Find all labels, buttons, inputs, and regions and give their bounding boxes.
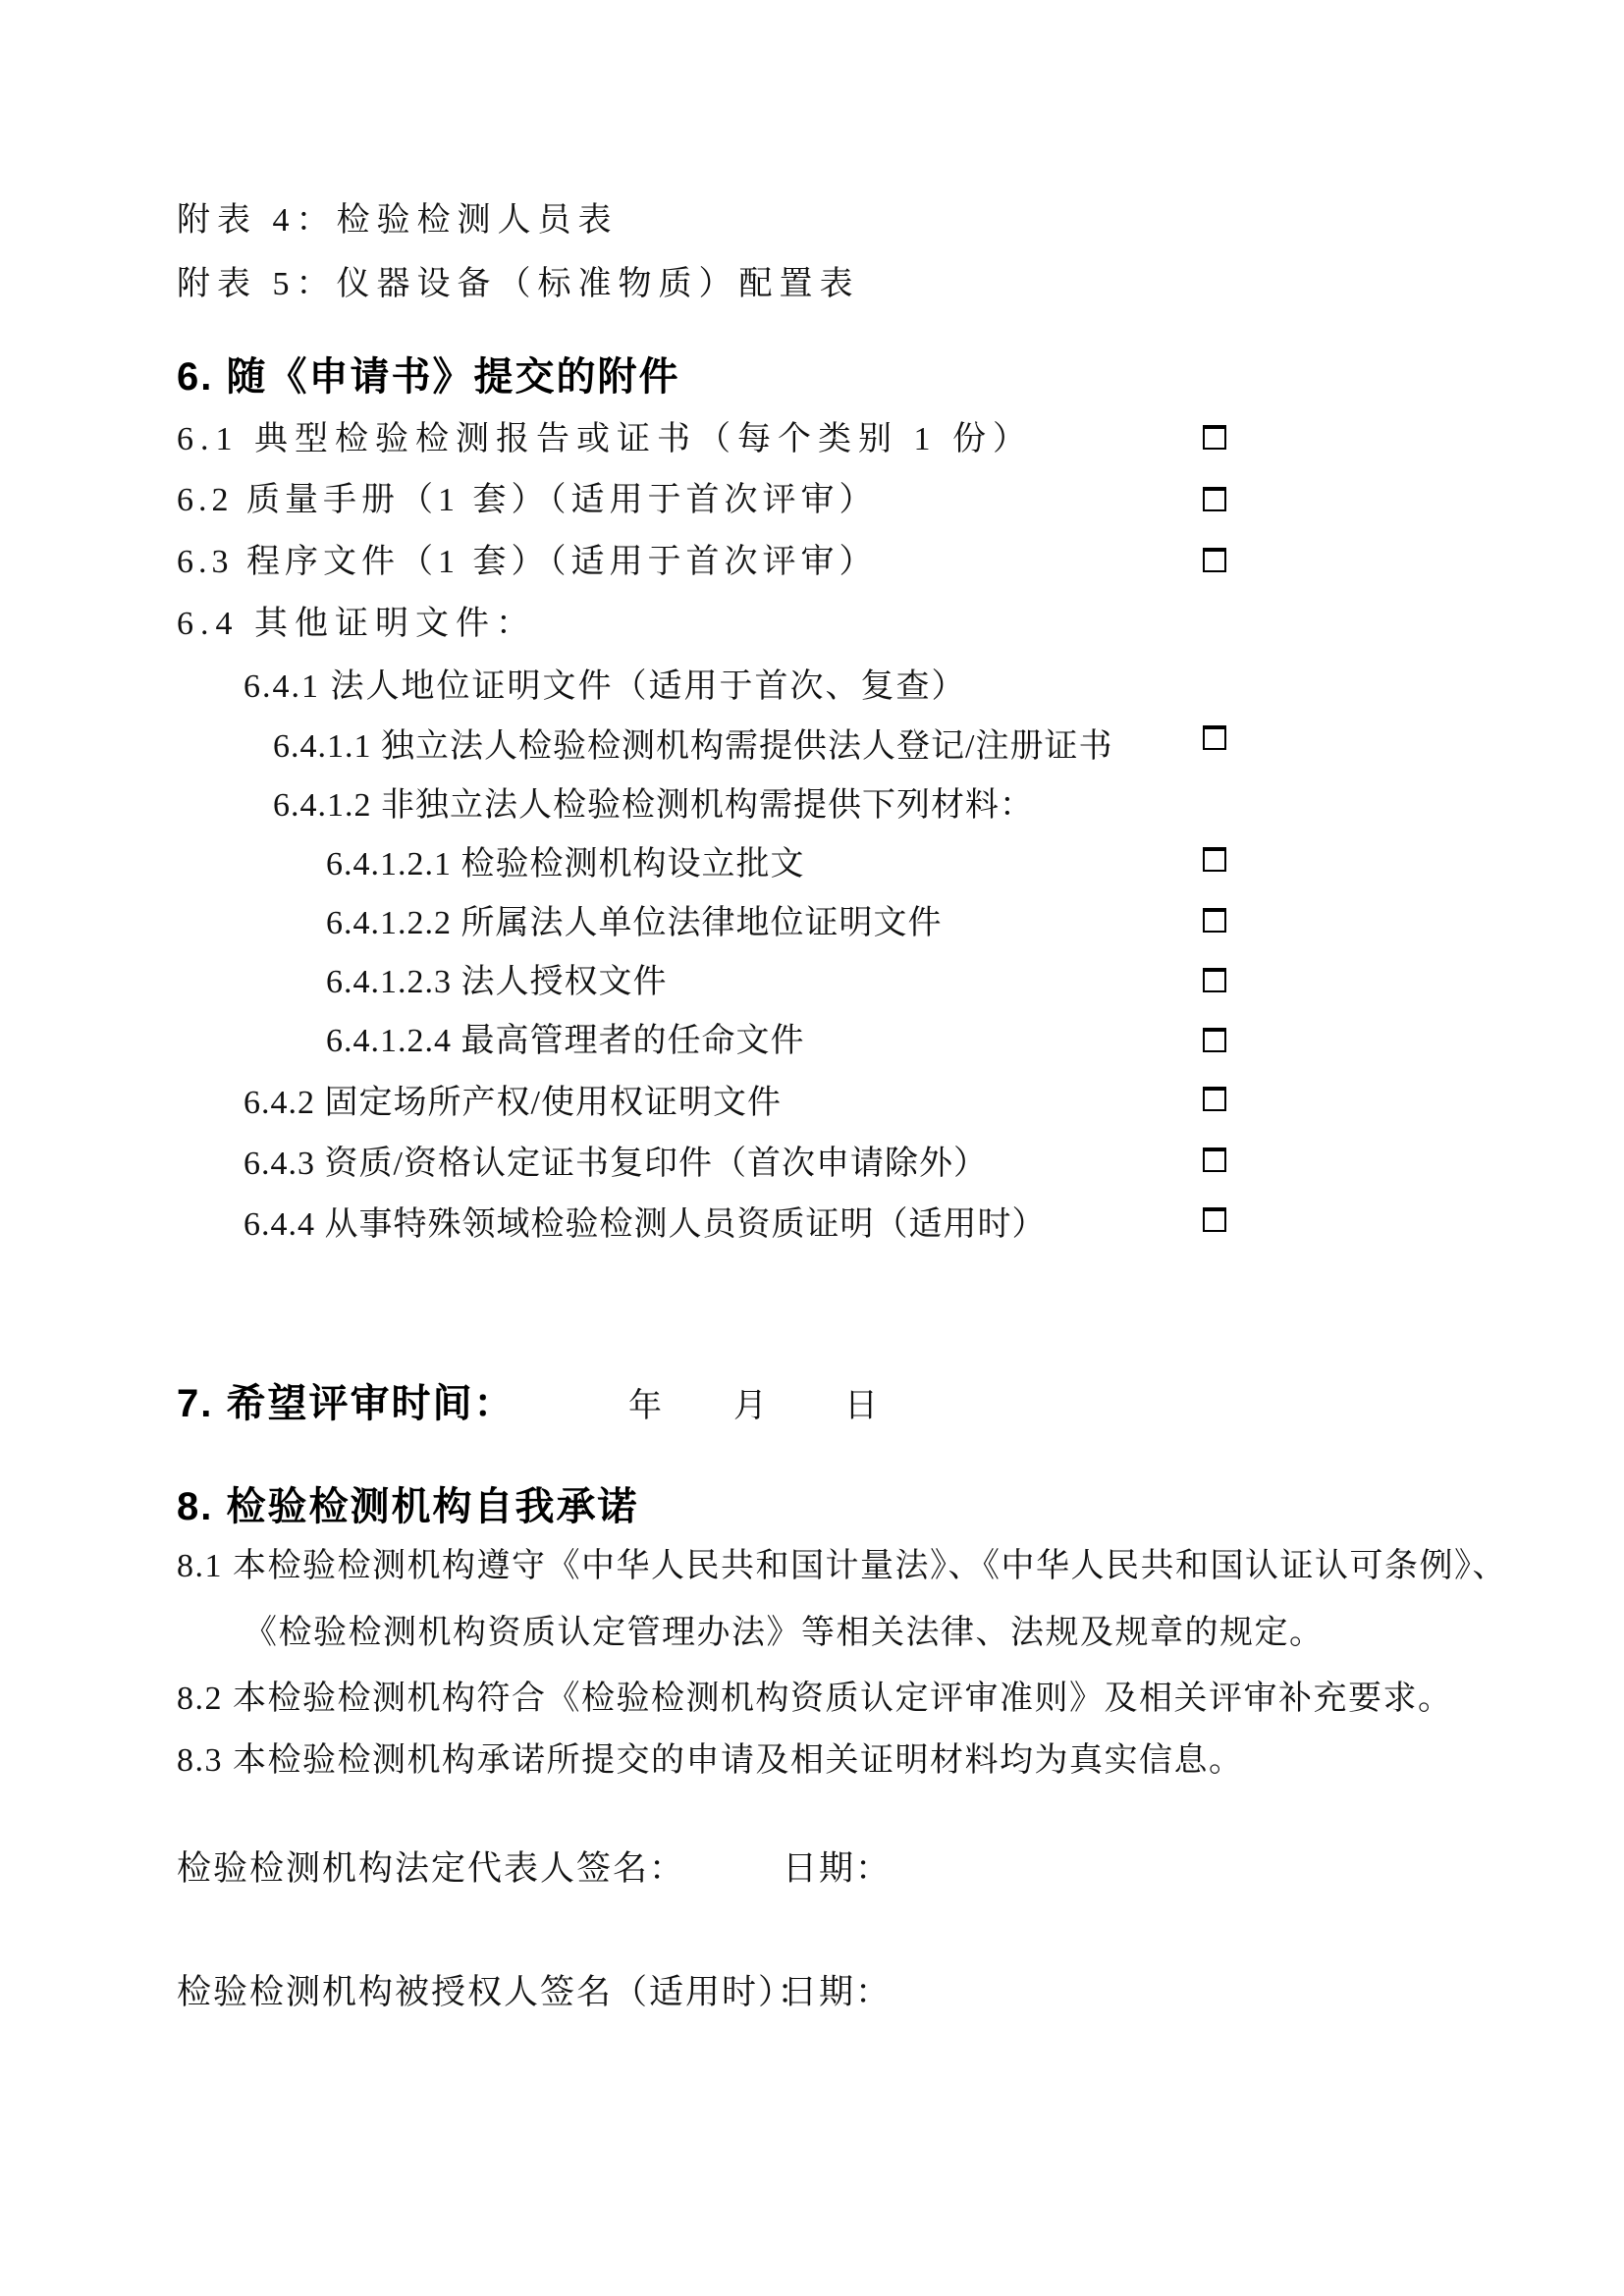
item-6-1: 6.1 典型检验检测报告或证书（每个类别 1 份） xyxy=(177,421,1033,457)
item-6-4-1-2-4: 6.4.1.2.4 最高管理者的任命文件 xyxy=(326,1023,805,1059)
checkbox-6-4-4[interactable] xyxy=(1203,1207,1226,1232)
item-6-4-2: 6.4.2 固定场所产权/使用权证明文件 xyxy=(244,1085,782,1121)
checkbox-6-4-1-2-2[interactable] xyxy=(1203,908,1226,933)
item-6-4-1: 6.4.1 法人地位证明文件（适用于首次、复查） xyxy=(244,668,967,705)
day-label: 日 xyxy=(844,1388,878,1424)
checkbox-6-4-1-1[interactable] xyxy=(1203,725,1226,750)
item-6-4-1-2-3: 6.4.1.2.3 法人授权文件 xyxy=(326,964,668,1000)
item-6-4-4: 6.4.4 从事特殊领域检验检测人员资质证明（适用时） xyxy=(244,1206,1047,1243)
item-6-4-1-2: 6.4.1.2 非独立法人检验检测机构需提供下列材料： xyxy=(273,787,1034,824)
checkbox-6-3[interactable] xyxy=(1203,548,1226,572)
item-6-4-1-2-1: 6.4.1.2.1 检验检测机构设立批文 xyxy=(326,846,805,882)
year-label: 年 xyxy=(628,1388,662,1424)
item-6-3: 6.3 程序文件（1 套）（适用于首次评审） xyxy=(177,544,878,580)
item-6-4-1-1: 6.4.1.1 独立法人检验检测机构需提供法人登记/注册证书 xyxy=(273,728,1113,765)
commitment-8-2: 8.2 本检验检测机构符合《检验检测机构资质认定评审准则》及相关评审补充要求。 xyxy=(177,1681,1453,1717)
commitment-8-1: 8.1 本检验检测机构遵守《中华人民共和国计量法》、《中华人民共和国认证认可条例》、《检验检测机构资质认定管理办法》等相关法律、法规及规章的规定。 xyxy=(177,1548,1507,1651)
authorized-signature-label: 检验检测机构被授权人签名（适用时）： xyxy=(177,1973,814,2011)
checkbox-6-4-1-2-1[interactable] xyxy=(1203,847,1226,872)
section-8-title: 8. 检验检测机构自我承诺 xyxy=(177,1485,639,1528)
checkbox-6-4-1-2-4[interactable] xyxy=(1203,1028,1226,1052)
month-label: 月 xyxy=(733,1388,767,1424)
checkbox-6-2[interactable] xyxy=(1203,487,1226,511)
checkbox-6-4-2[interactable] xyxy=(1203,1087,1226,1111)
commitment-8-3: 8.3 本检验检测机构承诺所提交的申请及相关证明材料均为真实信息。 xyxy=(177,1742,1244,1779)
item-6-4: 6.4 其他证明文件： xyxy=(177,606,536,642)
legal-rep-signature-label: 检验检测机构法定代表人签名： xyxy=(177,1849,686,1888)
item-6-4-3: 6.4.3 资质/资格认定证书复印件（首次申请除外） xyxy=(244,1146,988,1182)
checkbox-6-1[interactable] xyxy=(1203,425,1226,450)
authorized-date-label: 日期： xyxy=(783,1973,893,2011)
item-6-2: 6.2 质量手册（1 套）（适用于首次评审） xyxy=(177,482,878,518)
checkbox-6-4-1-2-3[interactable] xyxy=(1203,968,1226,992)
attachment-table-5: 附表 5：仪器设备（标准物质）配置表 xyxy=(177,266,860,302)
checkbox-6-4-3[interactable] xyxy=(1203,1148,1226,1172)
attachment-table-4: 附表 4：检验检测人员表 xyxy=(177,202,619,239)
section-6-title: 6. 随《申请书》提交的附件 xyxy=(177,355,680,399)
legal-rep-date-label: 日期： xyxy=(783,1849,893,1888)
item-6-4-1-2-2: 6.4.1.2.2 所属法人单位法律地位证明文件 xyxy=(326,905,943,941)
section-7-title: 7. 希望评审时间： xyxy=(177,1382,515,1425)
